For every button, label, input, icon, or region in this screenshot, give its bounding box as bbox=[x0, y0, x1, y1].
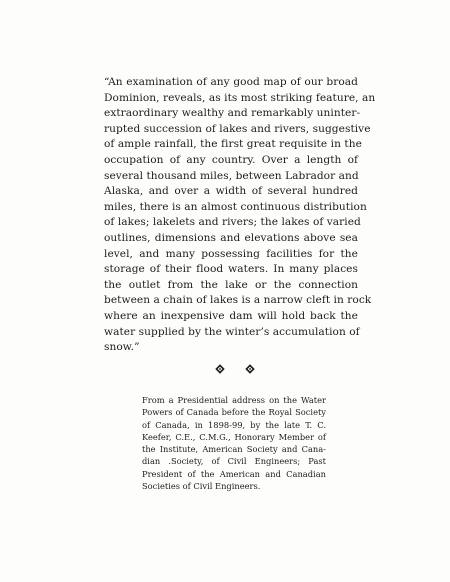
attribution-line: dian .Society, of Civil Engineers; Past bbox=[142, 456, 326, 467]
quote-line: the outlet from the lake or the connection bbox=[104, 278, 358, 291]
quote-block bbox=[104, 75, 376, 356]
quote-line: extraordinary wealthy and remarkably uninter- bbox=[104, 107, 361, 120]
quote-line: miles, there is an almost continuous distribution bbox=[104, 200, 367, 213]
quote-line: Alaska, and over a width of several hundred bbox=[104, 185, 358, 198]
attribution-line: From a Presidential address on the Water bbox=[142, 395, 326, 405]
quote-line: of ample rainfall, the first great requisite in the bbox=[104, 138, 362, 151]
quote-line: where an inexpensive dam will hold back the bbox=[104, 309, 358, 322]
quote-line: storage of their flood waters. In many places bbox=[104, 263, 358, 276]
attribution-line: Societies of Civil Engineers. bbox=[142, 481, 261, 492]
quote-line: Dominion, reveals, as its most striking feature, an bbox=[104, 91, 376, 104]
attribution-line: of Canada, in 1898-99, by the late T. C. bbox=[142, 419, 326, 430]
attribution-line: Powers of Canada before the Royal Society bbox=[142, 407, 326, 418]
quote-line: of lakes; lakelets and rivers; the lakes of varied bbox=[104, 216, 361, 229]
quote-line: several thousand miles, between Labrador and bbox=[104, 169, 359, 182]
ornament-divider bbox=[215, 364, 255, 374]
diamond-fleuron-icon bbox=[245, 364, 255, 374]
attribution-line: President of the American and Canadian bbox=[142, 468, 326, 479]
attribution-line: Keefer, C.E., C.M.G., Honorary Member of bbox=[142, 431, 326, 442]
attribution-block bbox=[142, 394, 326, 492]
quote-line: water supplied by the winter’s accumulation of bbox=[104, 325, 360, 338]
quote-line: rupted succession of lakes and rivers, suggestive bbox=[104, 122, 371, 135]
quote-line: occupation of any country. Over a length of bbox=[104, 153, 358, 166]
attribution-line: the Institute, American Society and Cana- bbox=[142, 444, 326, 455]
quote-line: snow.” bbox=[104, 341, 140, 354]
quote-line: outlines, dimensions and elevations above sea bbox=[104, 231, 358, 244]
quote-line: level, and many possessing facilities for the bbox=[104, 247, 358, 260]
quote-line: between a chain of lakes is a narrow cleft in rock bbox=[104, 294, 372, 307]
quote-line: “An examination of any good map of our broad bbox=[104, 76, 358, 88]
diamond-fleuron-icon bbox=[215, 364, 225, 374]
